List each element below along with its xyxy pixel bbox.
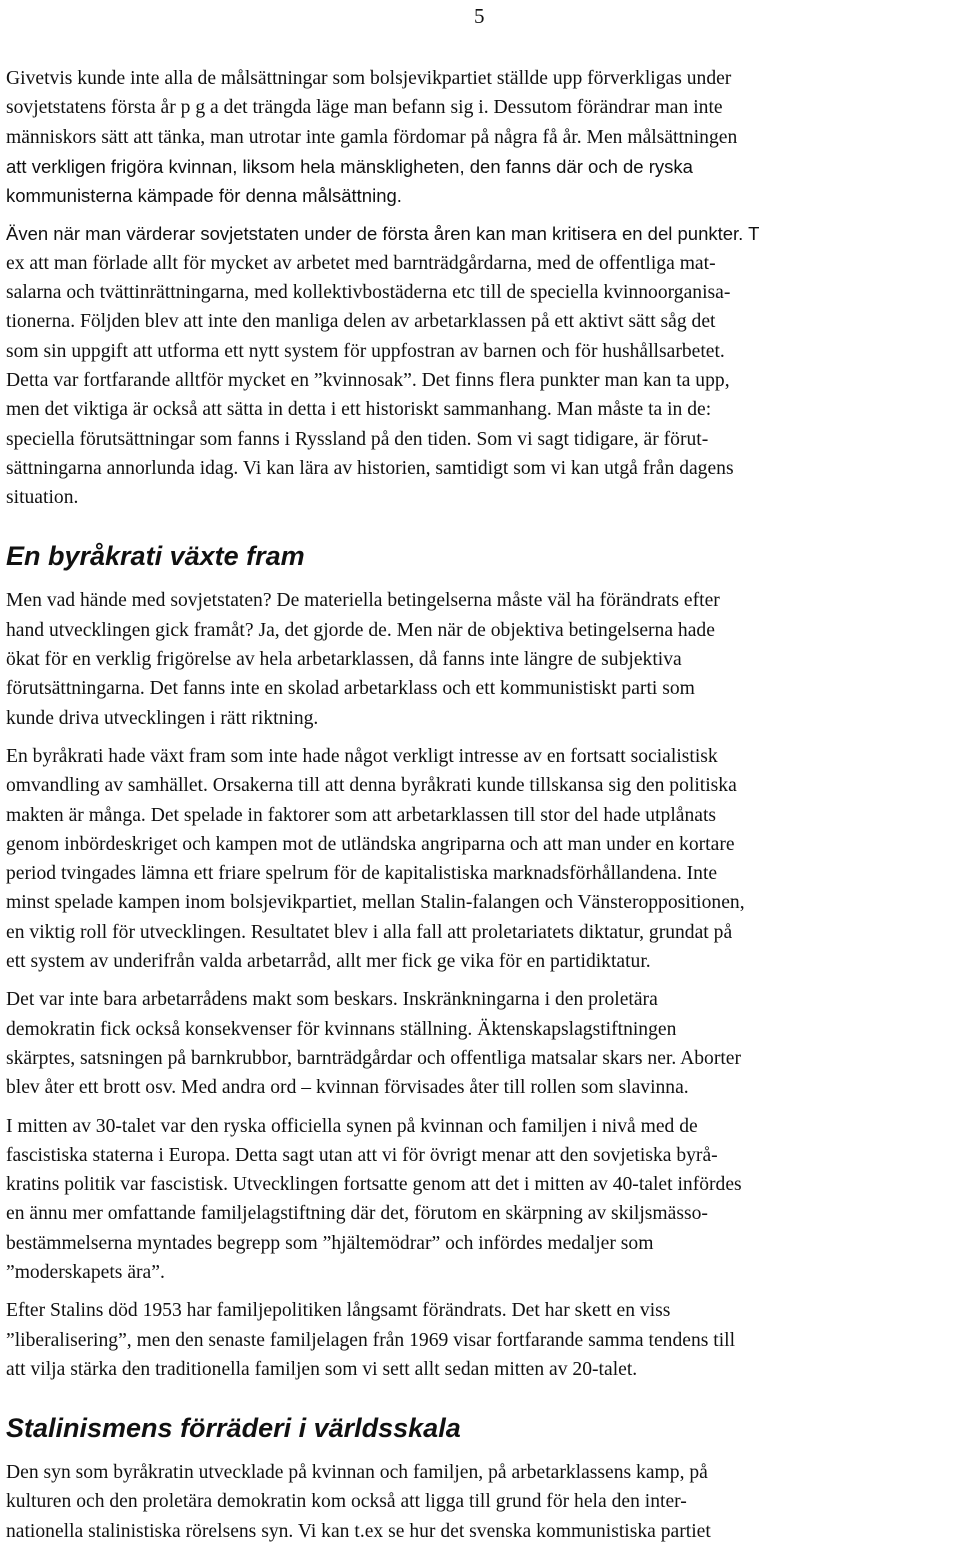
section-heading: En byråkrati växte fram xyxy=(6,541,305,572)
text-line: skärptes, satsningen på barnkrubbor, barnträdgårdar och offentliga matsalar skars ner. Aborter xyxy=(6,1047,742,1069)
text-line: en ännu mer omfattande familjelagstiftning där det, förutom en skärpning av skiljsmässo- xyxy=(6,1203,708,1225)
text-line: hand utvecklingen gick framåt? Ja, det gjorde de. Men när de objektiva betingelserna hade xyxy=(6,619,715,641)
paragraph xyxy=(6,985,960,1102)
text-line: nationella stalinistiska rörelsens syn. Vi kan t.ex se hur det svenska kommunistiska partiet xyxy=(6,1520,711,1542)
text-line: att vilja stärka den traditionella familjen som vi sett allt sedan mitten av 20-talet. xyxy=(6,1358,638,1380)
text-line: blev åter ett brott osv. Med andra ord – kvinnan förvisades åter till rollen som slavinna. xyxy=(6,1077,689,1099)
text-line: Det var inte bara arbetarrådens makt som beskars. Inskränkningarna i den proletära xyxy=(6,989,658,1011)
text-line: människors sätt att tänka, man utrotar inte gamla fördomar på några få år. Men målsättningen xyxy=(6,126,738,148)
text-line: Efter Stalins död 1953 har familjepolitiken långsamt förändrats. Det har skett en viss xyxy=(6,1300,671,1322)
text-line: situation. xyxy=(6,487,79,509)
text-line: sovjetstatens första år p g a det trängda läge man befann sig i. Dessutom förändrar man inte xyxy=(6,97,723,119)
paragraph xyxy=(6,64,960,210)
page-number: 5 xyxy=(474,4,485,28)
text-line: förutsättningarna. Det fanns inte en skolad arbetarklass och ett kommunistiskt parti som xyxy=(6,678,695,700)
text-line: ex att man förlade allt för mycket av arbetet med barnträdgårdarna, med de offentliga mat- xyxy=(6,252,716,274)
text-line: sättningarna annorlunda idag. Vi kan lära av historien, samtidigt som vi kan utgå från dagens xyxy=(6,457,734,479)
section-byrakrati xyxy=(6,540,960,1384)
text-line: kommunisterna kämpade för denna målsättning. xyxy=(6,185,402,207)
text-line: tionerna. Följden blev att inte den manliga delen av arbetarklassen på ett aktivt sätt såg det xyxy=(6,311,716,333)
text-line: men det viktiga är också att sätta in detta i ett historiskt sammanhang. Man måste ta in de: xyxy=(6,399,712,421)
document-body xyxy=(6,64,960,1555)
text-line: kulturen och den proletära demokratin kom också att ligga till grund för hela den inter- xyxy=(6,1491,687,1513)
text-line: kratins politik var fascistisk. Utvecklingen fortsatte genom att det i mitten av 40-talet infördes xyxy=(6,1174,742,1196)
text-line: Även när man värderar sovjetstaten under de första åren kan man kritisera en del punkter. T xyxy=(6,223,760,245)
text-line: ”liberalisering”, men den senaste familjelagen från 1969 visar fortfarande samma tendens till xyxy=(6,1329,736,1351)
text-line: kunde driva utvecklingen i rätt riktning. xyxy=(6,707,319,729)
paragraph xyxy=(6,1458,960,1546)
text-line: genom inbördeskriget och kampen mot de utländska angriparna och att man under en kortare xyxy=(6,833,735,855)
text-line: ökat för en verklig frigörelse av hela arbetarklassen, då fanns inte längre de subjektiva xyxy=(6,649,682,671)
text-line: en viktig roll för utvecklingen. Resultatet blev i alla fall att proletariatets diktatur, grundat på xyxy=(6,921,733,943)
paragraph xyxy=(6,219,960,512)
text-line: att verkligen frigöra kvinnan, liksom hela mänskligheten, den fanns där och de ryska xyxy=(6,155,693,177)
section-heading: Stalinismens förräderi i världsskala xyxy=(6,1413,461,1444)
text-line: salarna och tvättinrättningarna, med kollektivbostäderna etc till de speciella kvinnoorganisa- xyxy=(6,282,731,304)
paragraph xyxy=(6,1112,960,1288)
text-line: speciella förutsättningar som fanns i Ryssland på den tiden. Som vi sagt tidigare, är förut- xyxy=(6,428,709,450)
text-line: Men vad hände med sovjetstaten? De materiella betingelserna måste väl ha förändrats efter xyxy=(6,590,720,612)
text-line: I mitten av 30-talet var den ryska officiella synen på kvinnan och familjen i nivå med de xyxy=(6,1115,698,1137)
text-line: ett system av underifrån valda arbetarråd, allt mer fick ge vika för en partidiktatur. xyxy=(6,951,651,973)
section-intro xyxy=(6,64,960,512)
paragraph xyxy=(6,586,960,732)
text-line: fascistiska staterna i Europa. Detta sagt utan att vi för övrigt menar att den sovjetiska byrå- xyxy=(6,1144,718,1166)
text-line: Den syn som byråkratin utvecklade på kvinnan och familjen, på arbetarklassens kamp, på xyxy=(6,1462,708,1484)
text-line: makten är många. Det spelade in faktorer som att arbetarklassen till stor del hade utplånats xyxy=(6,804,717,826)
text-line: Detta var fortfarande alltför mycket en ”kvinnosak”. Det finns flera punkter man kan ta upp, xyxy=(6,369,730,391)
text-line: demokratin fick också konsekvenser för kvinnans ställning. Äktenskapslagstiftningen xyxy=(6,1018,677,1040)
text-line: omvandling av samhället. Orsakerna till att denna byråkrati kunde tillskansa sig den politiska xyxy=(6,775,737,797)
text-line: En byråkrati hade växt fram som inte hade något verkligt intresse av en fortsatt socialistisk xyxy=(6,745,718,767)
text-line: bestämmelserna myntades begrepp som ”hjältemödrar” och infördes medaljer som xyxy=(6,1232,654,1254)
text-line: period tvingades lämna ett friare spelrum för de kapitalistiska marknadsförhållandena. Inte xyxy=(6,863,718,885)
paragraph xyxy=(6,1296,960,1384)
text-line: som sin uppgift att utforma ett nytt system för uppfostran av barnen och för hushållsarbetet. xyxy=(6,340,725,362)
section-stalinismens xyxy=(6,1412,960,1546)
paragraph xyxy=(6,742,960,976)
text-line: Givetvis kunde inte alla de målsättningar som bolsjevikpartiet ställde upp förverkligas under xyxy=(6,68,732,89)
text-line: ”moderskapets ära”. xyxy=(6,1261,165,1283)
text-line: minst spelade kampen inom bolsjevikpartiet, mellan Stalin-falangen och Vänsteroppositionen, xyxy=(6,892,745,914)
